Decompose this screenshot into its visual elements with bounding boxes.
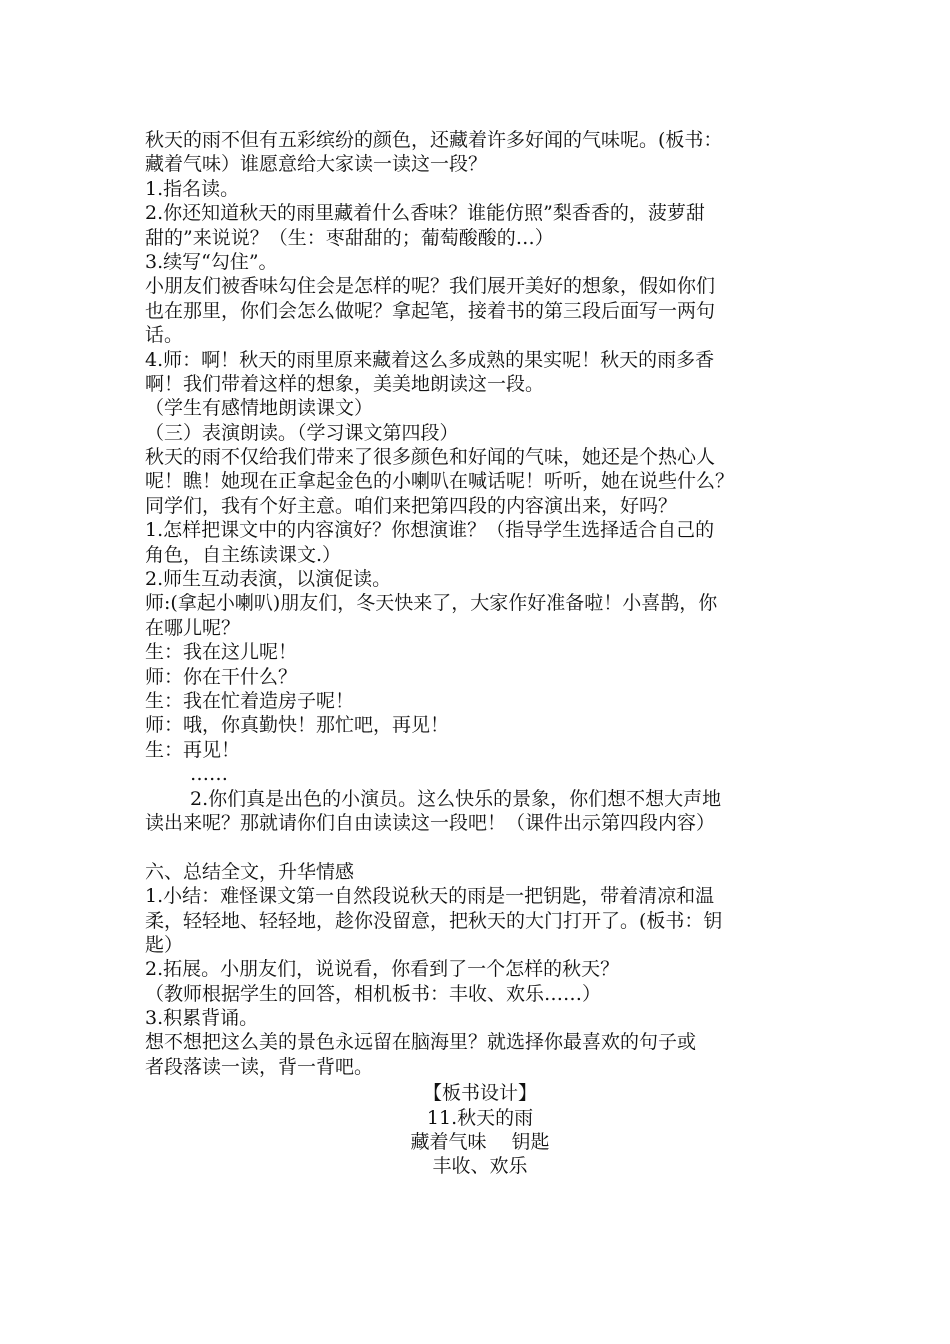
blank-line — [145, 835, 815, 859]
ellipsis-line: …… — [190, 763, 228, 786]
section-heading: （三）表演朗读。（学习课文第四段） — [145, 421, 459, 444]
board-row-keywords: 藏着气味 钥匙 — [410, 1131, 550, 1154]
text-line: 2.你们真是出色的小演员。这么快乐的景象，你们想不想大声地 — [190, 787, 722, 810]
text-line: 1.指名读。 — [145, 177, 240, 200]
text-line: 啊！我们带着这样的想象，美美地朗读这一段。 — [145, 372, 545, 395]
text-line: （学生有感情地朗读课文） — [145, 397, 374, 420]
text-line: 读出来呢？那就请你们自由读读这一段吧！（课件出示第四段内容） — [145, 811, 716, 834]
text-line: 秋天的雨不仅给我们带来了很多颜色和好闻的气味，她还是个热心人 — [145, 446, 716, 469]
text-line: 2.拓展。小朋友们，说说看，你看到了一个怎样的秋天？ — [145, 958, 620, 981]
text-line: 角色，自主练读课文.） — [145, 543, 342, 566]
dialogue-line: 师:(拿起小喇叭)朋友们，冬天快来了，大家作好准备啦！小喜鹊，你 — [145, 592, 718, 615]
text-line: 同学们，我有个好主意。咱们来把第四段的内容演出来，好吗？ — [145, 494, 678, 517]
dialogue-line: 生：我在忙着造房子呢！ — [145, 689, 355, 712]
board-title: 11.秋天的雨 — [426, 1106, 534, 1129]
text-line: 4.师：啊！秋天的雨里原来藏着这么多成熟的果实呢！秋天的雨多香 — [145, 348, 715, 371]
text-line: 藏着气味）谁愿意给大家读一读这一段？ — [145, 153, 488, 176]
text-line: 柔，轻轻地、轻轻地，趁你没留意，把秋天的大门打开了。(板书：钥 — [145, 909, 723, 932]
board-design — [145, 1081, 815, 1179]
section-heading: 六、总结全文，升华情感 — [145, 860, 355, 883]
text-line: 者段落读一读，背一背吧。 — [145, 1055, 374, 1078]
text-line: 小朋友们被香味勾住会是怎样的呢？我们展开美好的想象，假如你们 — [145, 275, 716, 298]
text-line: 1.小结：难怪课文第一自然段说秋天的雨是一把钥匙，带着清凉和温 — [145, 885, 715, 908]
board-row-themes: 丰收、欢乐 — [432, 1155, 528, 1178]
text-line: 话。 — [145, 324, 184, 347]
text-line: 也在那里，你们会怎么做呢？拿起笔，接着书的第三段后面写一两句 — [145, 299, 716, 322]
text-line: 3.续写“勾住”。 — [145, 250, 278, 273]
text-line: 3.积累背诵。 — [145, 1007, 259, 1030]
lesson-body — [145, 128, 815, 1079]
text-line: （教师根据学生的回答，相机板书：丰收、欢乐……） — [145, 982, 602, 1005]
text-line: 秋天的雨不但有五彩缤纷的颜色，还藏着许多好闻的气味呢。(板书： — [145, 129, 723, 151]
dialogue-line: 生：我在这儿呢！ — [145, 641, 298, 664]
text-line: 呢！瞧！她现在正拿起金色的小喇叭在喊话呢！听听，她在说些什么？ — [145, 470, 735, 493]
document-page — [145, 128, 815, 1179]
dialogue-line: 在哪儿呢？ — [145, 616, 241, 639]
text-line: 甜的”来说说？（生：枣甜甜的；葡萄酸酸的…） — [145, 226, 554, 249]
text-line: 匙） — [145, 933, 184, 956]
dialogue-line: 师：你在干什么？ — [145, 665, 298, 688]
text-line: 2.师生互动表演，以演促读。 — [145, 568, 392, 591]
text-line: 1.怎样把课文中的内容演好？你想演谁？（指导学生选择适合自己的 — [145, 519, 715, 542]
dialogue-line: 师：哦，你真勤快！那忙吧，再见！ — [145, 714, 450, 737]
text-line: 2.你还知道秋天的雨里藏着什么香味？谁能仿照”梨香香的，菠萝甜 — [145, 202, 705, 225]
board-heading: 【板书设计】 — [422, 1082, 537, 1105]
dialogue-line: 生：再见！ — [145, 738, 241, 761]
text-line: 想不想把这么美的景色永远留在脑海里？就选择你最喜欢的句子或 — [145, 1031, 697, 1054]
